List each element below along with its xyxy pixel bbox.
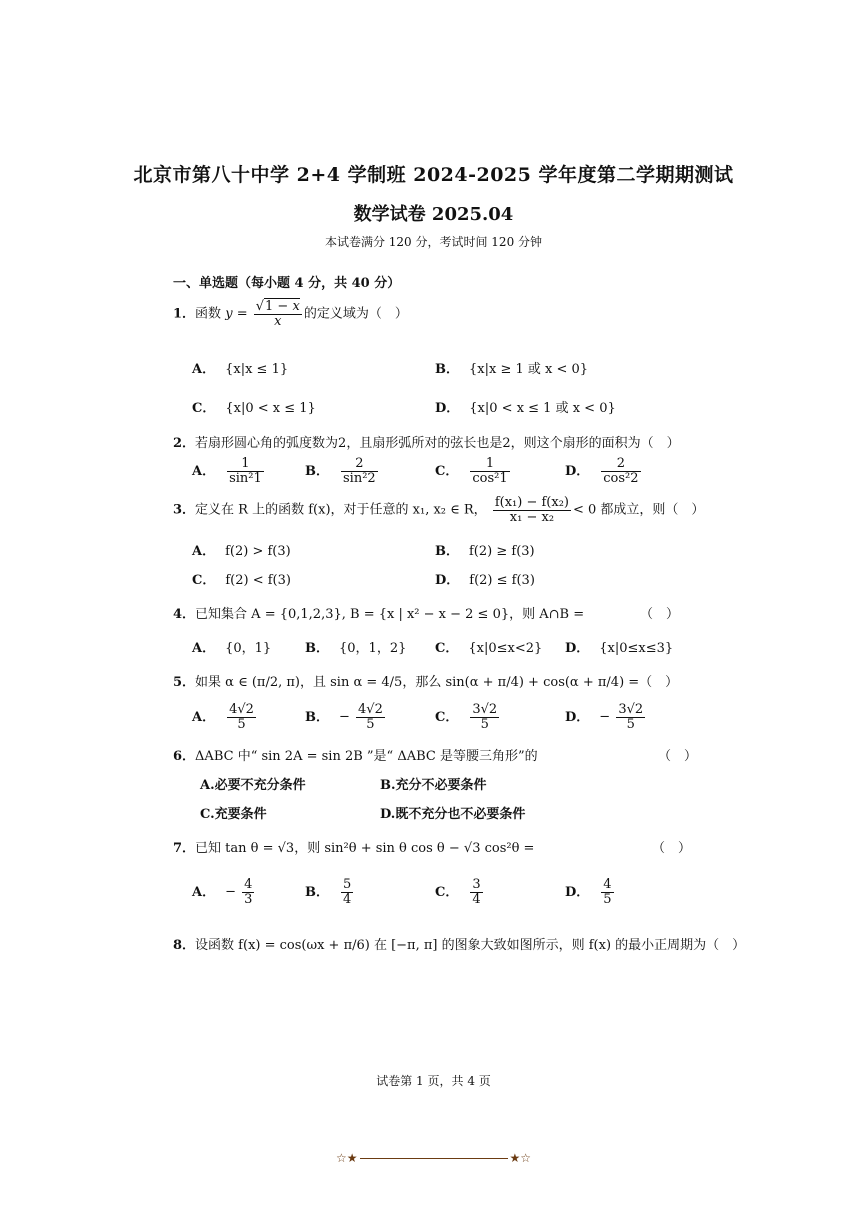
question-number: 3． <box>173 502 196 518</box>
fraction: $\frac{\text{f(x₁) − f(x₂)}}{\text{x₁ − x₂}}$ <box>494 495 569 525</box>
question-number: 1． <box>173 306 196 322</box>
option-B: B． {0，1，2} <box>305 641 407 656</box>
exam-note: 本试卷满分 120 分，考试时间 120 分钟 <box>324 235 543 249</box>
option-A: A． f(2) > f(3) <box>192 544 291 559</box>
option-C: C.充要条件 <box>200 807 267 822</box>
question-number: 6． <box>173 749 196 764</box>
question-6 <box>173 745 538 764</box>
question-text: 如果 α ∈ (π/2, π)，且 sin α = 4/5，那么 sin(α + π/4) + cos(α + π/4) =（ ） <box>195 675 679 690</box>
option-D: D． {x|0≤x≤3} <box>565 641 674 656</box>
option-text: {x|x ≥ 1 或 x < 0} <box>469 362 589 377</box>
star-icon: ★☆ <box>509 1151 532 1165</box>
option-A: A． $\frac{1}{\text{sin²1}}$ <box>192 456 262 486</box>
option-text: {x|x ≤ 1} <box>225 362 289 377</box>
question-text: < 0 都成立，则（ ） <box>572 502 705 518</box>
option-B: B.充分不必要条件 <box>380 778 487 793</box>
page-footer: 试卷第 1 页，共 4 页 <box>376 1074 491 1088</box>
question-1: 1．函数 y = $\frac{√1 - x}{x}$ 的定义域为（ ） <box>173 299 408 329</box>
option-D: D． f(2) ≤ f(3) <box>435 573 535 588</box>
question-text: 已知集合 A = {0,1,2,3}, B = {x | x² − x − 2 ≤ 0}，则 A∩B = <box>195 607 585 622</box>
option-B: B． − $\frac{4√2}{5}$ <box>305 702 383 732</box>
star-icon: ☆★ <box>335 1151 358 1165</box>
option-text: {x|0≤x≤3} <box>599 641 674 656</box>
question-2 <box>173 432 680 451</box>
question-text: 函数 <box>195 306 222 322</box>
question-number: 8． <box>173 938 196 953</box>
option-C: C． {x|0≤x<2} <box>435 641 543 656</box>
answer-paren: （ ） <box>658 749 698 764</box>
option-A: A． {0，1} <box>192 641 272 656</box>
option-text: f(2) > f(3) <box>225 544 291 559</box>
option-A: A． {x|x ≤ 1} <box>192 362 289 377</box>
option-D: D． − $\frac{3√2}{5}$ <box>565 702 644 732</box>
question-4 <box>173 603 584 622</box>
option-C: C． $\frac{3√2}{5}$ <box>435 702 498 732</box>
question-text: 若扇形圆心角的弧度数为2，且扇形弧所对的弦长也是2，则这个扇形的面积为（ ） <box>195 436 680 451</box>
option-text: {x|0 < x ≤ 1} <box>225 401 316 416</box>
option-text: {x|0≤x<2} <box>468 641 543 656</box>
exam-subtitle: 数学试卷 2025.04 <box>353 204 514 225</box>
option-B: B． $\frac{2}{\text{sin²2}}$ <box>305 456 376 486</box>
question-text: 已知 tan θ = √3，则 sin²θ + sin θ cos θ − √3 cos²θ = <box>195 841 535 856</box>
exam-title: 北京市第八十中学 2+4 学制班 2024-2025 学年度第二学期期测试 <box>133 164 734 186</box>
option-text: f(2) < f(3) <box>225 573 291 588</box>
question-text: 的定义域为（ ） <box>303 306 408 322</box>
option-A: A.必要不充分条件 <box>200 778 306 793</box>
decorative-divider <box>0 1151 867 1165</box>
option-text: {x|0 < x ≤ 1 或 x < 0} <box>469 401 616 416</box>
section-heading: 一、单选题（每小题 4 分，共 40 分） <box>173 276 401 291</box>
question-5 <box>173 671 678 690</box>
option-C: C． $\frac{1}{\text{cos²1}}$ <box>435 456 508 486</box>
question-number: 2． <box>173 436 196 451</box>
option-D: D.既不充分也不必要条件 <box>380 807 526 822</box>
option-C: C． f(2) < f(3) <box>192 573 291 588</box>
question-3 <box>173 496 704 524</box>
option-D: D． $\frac{2}{\text{cos²2}}$ <box>565 456 639 486</box>
option-A: A． $\frac{4√2}{5}$ <box>192 702 254 732</box>
option-C: C． {x|0 < x ≤ 1} <box>192 401 316 416</box>
option-D: D． $\frac{4}{5}$ <box>565 877 612 907</box>
option-A: A． − $\frac{4}{3}$ <box>192 877 253 907</box>
option-B: B． $\frac{5}{4}$ <box>305 877 352 907</box>
option-B: B． f(2) ≥ f(3) <box>435 544 535 559</box>
option-C: C． $\frac{3}{4}$ <box>435 877 481 907</box>
question-number: 5． <box>173 675 196 690</box>
fraction: $\frac{√1 - x}{x}$ <box>255 299 300 329</box>
question-7 <box>173 837 534 856</box>
answer-paren: （ ） <box>652 841 692 856</box>
option-text: f(2) ≤ f(3) <box>469 573 535 588</box>
question-number: 4． <box>173 607 196 622</box>
option-B: B． {x|x ≥ 1 或 x < 0} <box>435 362 589 377</box>
question-text: 设函数 f(x) = cos(ωx + π/6) 在 [−π, π] 的图象大致如图所示，则 f(x) 的最小正周期为（ ） <box>195 938 746 953</box>
option-text: f(2) ≥ f(3) <box>469 544 535 559</box>
answer-paren: （ ） <box>640 607 680 622</box>
question-text: 定义在 R 上的函数 f(x)，对于任意的 x₁, x₂ ∈ R， <box>195 502 487 518</box>
option-text: {0，1} <box>225 641 272 656</box>
question-8 <box>173 934 745 953</box>
option-D: D． {x|0 < x ≤ 1 或 x < 0} <box>435 401 616 416</box>
question-text: ΔABC 中“ sin 2A = sin 2B ”是“ ΔABC 是等腰三角形”的 <box>195 749 538 764</box>
question-number: 7． <box>173 841 196 856</box>
option-text: {0，1，2} <box>339 641 407 656</box>
